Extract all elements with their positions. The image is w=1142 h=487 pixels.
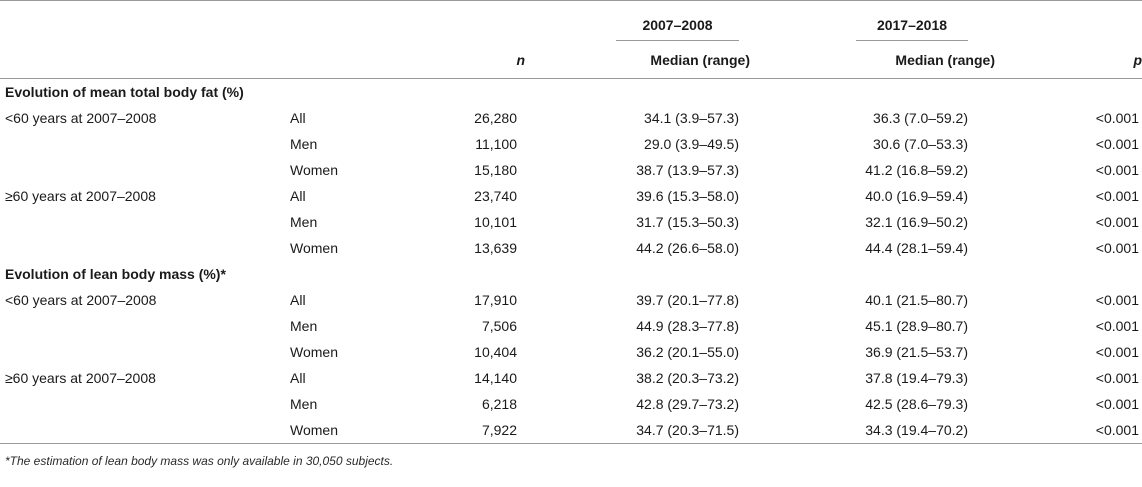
median-2007-value: 42.8 (29.7–73.2): [636, 396, 739, 412]
n-value: 11,100: [475, 136, 517, 152]
table-row: [0, 209, 1142, 235]
section-header-row: [0, 79, 1142, 106]
median-2017-value: 37.8 (19.4–79.3): [865, 370, 968, 386]
p-value: <0.001: [1095, 344, 1139, 360]
section-title: Evolution of lean body mass (%)*: [5, 266, 226, 282]
table-row: [0, 157, 1142, 183]
p-value: <0.001: [1095, 162, 1139, 178]
median-2017-value: 32.1 (16.9–50.2): [865, 214, 968, 230]
table-row: [0, 235, 1142, 261]
median-2017-value: 30.6 (7.0–53.3): [873, 136, 968, 152]
table-footnote: *The estimation of lean body mass was only available in 30,050 subjects.: [5, 454, 394, 468]
subgroup-label: Women: [290, 162, 338, 178]
age-group-label: [0, 131, 285, 157]
table-row: [0, 365, 1142, 391]
n-column-header: n: [415, 41, 525, 79]
age-group-label: <60 years at 2007–2008: [5, 292, 157, 308]
p-value: <0.001: [1095, 188, 1139, 204]
median-1-column-header: Median (range): [525, 41, 750, 79]
age-group-label: [0, 391, 285, 417]
median-2017-value: 44.4 (28.1–59.4): [865, 240, 968, 256]
table-header: [0, 1, 1142, 79]
subgroup-label: Women: [290, 240, 338, 256]
period-2-label: 2017–2018: [856, 17, 968, 41]
age-group-label: <60 years at 2007–2008: [5, 110, 157, 126]
n-value: 7,922: [415, 417, 525, 444]
age-group-label: [0, 209, 285, 235]
median-2017-value: 40.0 (16.9–59.4): [865, 188, 968, 204]
section-header-row: [0, 261, 1142, 287]
subgroup-label: Men: [290, 136, 318, 152]
n-value: 10,404: [474, 344, 517, 360]
median-2007-value: 44.2 (26.6–58.0): [636, 240, 739, 256]
n-value: 10,101: [474, 214, 517, 230]
period-1-label: 2007–2008: [616, 17, 739, 41]
section-title: Evolution of mean total body fat (%): [5, 84, 244, 100]
p-value: <0.001: [1095, 214, 1139, 230]
table-row: [0, 131, 1142, 157]
age-group-label: ≥60 years at 2007–2008: [5, 370, 156, 386]
age-group-label: ≥60 years at 2007–2008: [5, 188, 156, 204]
median-2007-value: 34.7 (20.3–71.5): [525, 417, 750, 444]
n-value: 14,140: [474, 370, 517, 386]
median-2007-value: 39.6 (15.3–58.0): [636, 188, 739, 204]
n-value: 23,740: [474, 188, 517, 204]
age-group-label: [0, 417, 285, 444]
n-value: 7,506: [481, 318, 517, 334]
p-value: <0.001: [1095, 110, 1139, 126]
subgroup-label: All: [290, 292, 306, 308]
median-2007-value: 36.2 (20.1–55.0): [636, 344, 739, 360]
median-2007-value: 31.7 (15.3–50.3): [636, 214, 739, 230]
median-2017-value: 42.5 (28.6–79.3): [865, 396, 968, 412]
p-value: <0.001: [1095, 292, 1139, 308]
subgroup-label: Women: [285, 417, 415, 444]
n-value: 15,180: [474, 162, 517, 178]
p-column-header: p: [995, 41, 1142, 79]
p-value: <0.001: [1095, 396, 1139, 412]
subgroup-label: All: [290, 110, 306, 126]
table-row: [0, 183, 1142, 209]
median-2017-value: 40.1 (21.5–80.7): [865, 292, 968, 308]
age-group-label: [0, 157, 285, 183]
age-group-label: [0, 339, 285, 365]
median-2017-value: 34.3 (19.4–70.2): [750, 417, 995, 444]
subgroup-label: Men: [290, 396, 318, 412]
n-value: 6,218: [481, 396, 517, 412]
table-row: [0, 391, 1142, 417]
median-2007-value: 29.0 (3.9–49.5): [644, 136, 739, 152]
table-row: [0, 287, 1142, 313]
age-group-label: [0, 235, 285, 261]
p-value: <0.001: [1095, 240, 1139, 256]
median-2017-value: 36.3 (7.0–59.2): [873, 110, 968, 126]
median-2007-value: 34.1 (3.9–57.3): [644, 110, 739, 126]
subgroup-label: All: [290, 188, 306, 204]
table-row: [0, 417, 1142, 444]
n-value: 17,910: [474, 292, 517, 308]
n-value: 26,280: [474, 110, 517, 126]
table-row: [0, 339, 1142, 365]
median-2007-value: 44.9 (28.3–77.8): [636, 318, 739, 334]
p-value: <0.001: [1095, 318, 1139, 334]
p-value: <0.001: [995, 417, 1142, 444]
table-row: [0, 105, 1142, 131]
p-value: <0.001: [1095, 370, 1139, 386]
subgroup-label: Men: [290, 214, 318, 230]
median-2007-value: 38.7 (13.9–57.3): [636, 162, 739, 178]
table-body: [0, 79, 1142, 444]
subgroup-label: All: [290, 370, 306, 386]
age-group-label: [0, 313, 285, 339]
median-2017-value: 41.2 (16.8–59.2): [865, 162, 968, 178]
column-header-row: [0, 41, 1142, 79]
period-header-row: [0, 1, 1142, 41]
n-value: 13,639: [474, 240, 517, 256]
median-2017-value: 45.1 (28.9–80.7): [865, 318, 968, 334]
table-row: [0, 313, 1142, 339]
median-2017-value: 36.9 (21.5–53.7): [865, 344, 968, 360]
median-2007-value: 39.7 (20.1–77.8): [636, 292, 739, 308]
p-value: <0.001: [1095, 136, 1139, 152]
median-2-column-header: Median (range): [750, 41, 995, 79]
subgroup-label: Women: [290, 344, 338, 360]
subgroup-label: Men: [290, 318, 318, 334]
median-2007-value: 38.2 (20.3–73.2): [636, 370, 739, 386]
